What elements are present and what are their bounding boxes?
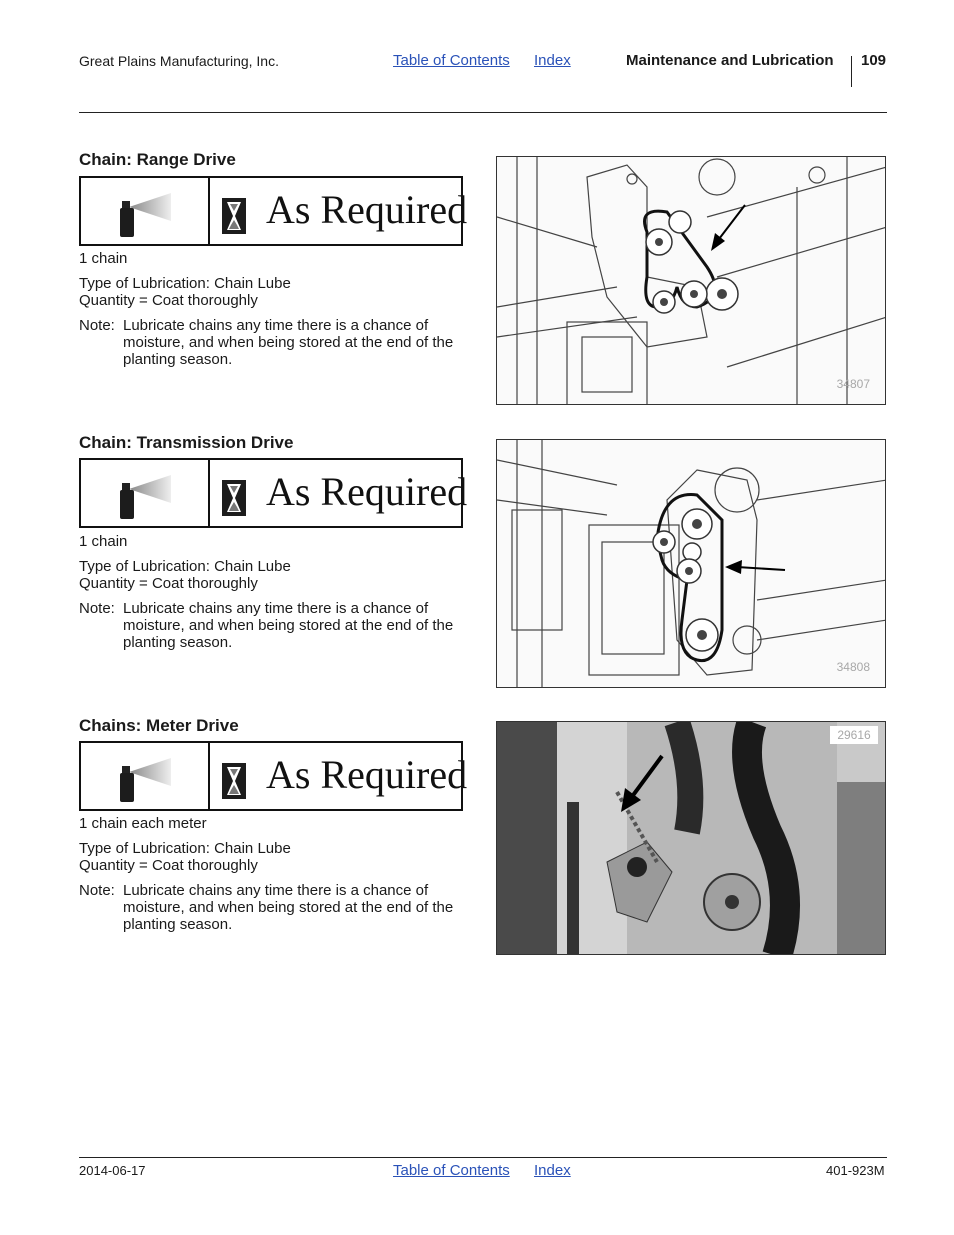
item-count: 1 chain: [79, 533, 128, 550]
header-rule: [79, 112, 887, 113]
note-label: Note:: [79, 882, 115, 899]
note-text: Lubricate chains any time there is a chance of moisture, and when being stored at the end of the planting season.: [123, 317, 454, 368]
item-count: 1 chain: [79, 250, 128, 267]
hourglass-icon: [222, 763, 246, 799]
page-number: 109: [861, 52, 887, 69]
header-separator: [851, 56, 852, 87]
section-heading: Maintenance and Lubrication: [626, 52, 834, 69]
spray-can-icon: [119, 191, 179, 237]
interval-text-cell: [210, 743, 468, 809]
spray-can-icon: [119, 756, 179, 802]
lube-quantity: Quantity = Coat thoroughly: [79, 575, 258, 592]
note-text: Lubricate chains any time there is a chance of moisture, and when being stored at the end of the planting season.: [123, 882, 454, 933]
footer-toc-link[interactable]: Table of Contents: [393, 1162, 510, 1179]
range-drive-illustration: [497, 157, 886, 405]
toc-link[interactable]: Table of Contents: [393, 52, 510, 69]
section-title: Chains: Meter Drive: [79, 716, 239, 735]
interval-box: [79, 741, 468, 811]
interval-box: [79, 458, 468, 528]
lube-icon-cell: [81, 460, 210, 526]
interval-text-cell: [210, 460, 468, 526]
note-label: Note:: [79, 317, 115, 334]
transmission-drive-illustration: [497, 440, 886, 688]
transmission-drive-figure: [496, 439, 886, 688]
lube-type: Type of Lubrication: Chain Lube: [79, 558, 291, 575]
lube-quantity: Quantity = Coat thoroughly: [79, 292, 258, 309]
interval-label: As Required: [266, 469, 468, 514]
interval-text-cell: [210, 178, 468, 244]
item-count: 1 chain each meter: [79, 815, 207, 832]
footer-rule: [79, 1157, 887, 1158]
lube-type: Type of Lubrication: Chain Lube: [79, 840, 291, 857]
footer-index-link[interactable]: Index: [534, 1162, 571, 1179]
figure-number: 29616: [830, 726, 878, 744]
footer-doc-number: 401-923M: [826, 1163, 885, 1178]
lube-quantity: Quantity = Coat thoroughly: [79, 857, 258, 874]
lube-type: Type of Lubrication: Chain Lube: [79, 275, 291, 292]
lube-note: [79, 317, 471, 368]
spray-can-icon: [119, 473, 179, 519]
lube-note: [79, 600, 471, 651]
interval-box: [79, 176, 468, 246]
index-link[interactable]: Index: [534, 52, 571, 69]
company-name: Great Plains Manufacturing, Inc.: [79, 53, 279, 69]
interval-label: As Required: [266, 187, 468, 232]
meter-drive-illustration: [497, 722, 886, 955]
lube-icon-cell: [81, 178, 210, 244]
hourglass-icon: [222, 480, 246, 516]
section-title: Chain: Range Drive: [79, 150, 236, 169]
section-title: Chain: Transmission Drive: [79, 433, 294, 452]
range-drive-figure: [496, 156, 886, 405]
lube-note: [79, 882, 471, 933]
interval-label: As Required: [266, 752, 468, 797]
figure-number: 34808: [836, 660, 870, 674]
hourglass-icon: [222, 198, 246, 234]
meter-drive-photo: [496, 721, 886, 955]
figure-number: 34807: [836, 377, 870, 391]
lube-icon-cell: [81, 743, 210, 809]
footer-date: 2014-06-17: [79, 1163, 146, 1178]
note-label: Note:: [79, 600, 115, 617]
note-text: Lubricate chains any time there is a chance of moisture, and when being stored at the end of the planting season.: [123, 600, 454, 651]
